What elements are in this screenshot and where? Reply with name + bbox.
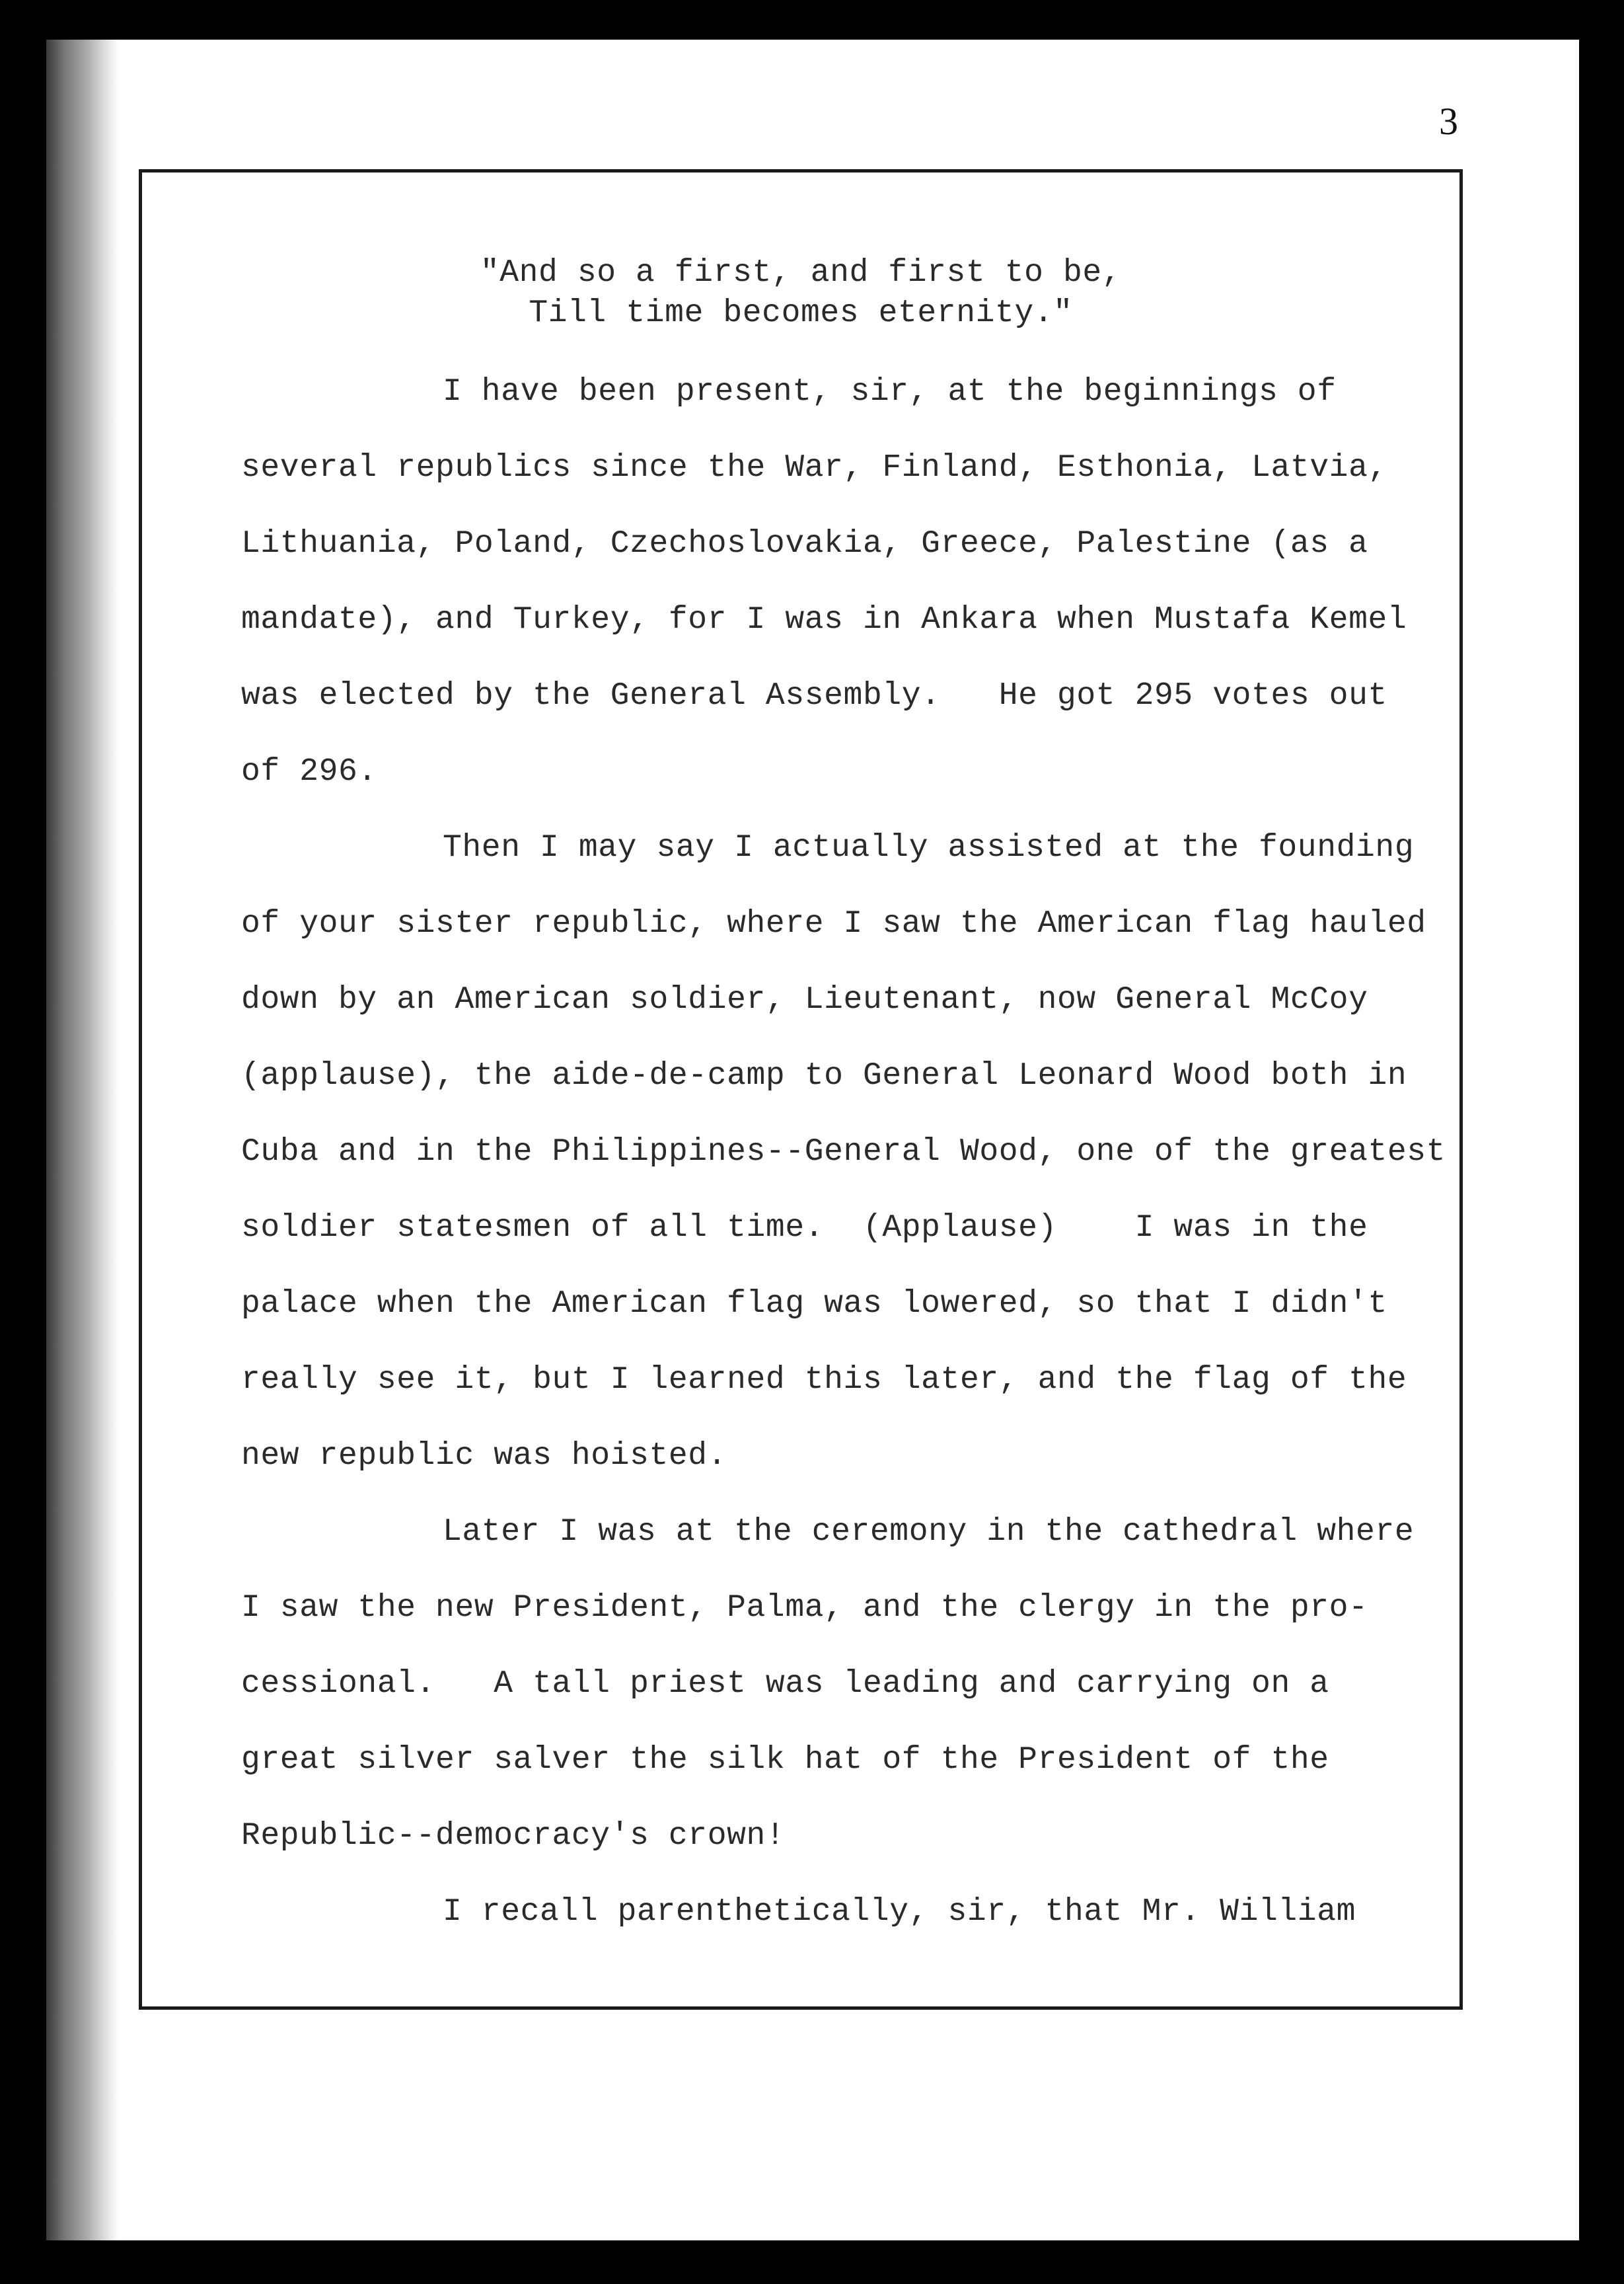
- page-number: 3: [1439, 100, 1458, 143]
- document-page: [46, 40, 1579, 2240]
- body-line: Lithuania, Poland, Czechoslovakia, Greece, Palestine (as a: [241, 526, 1368, 562]
- body-line: cessional. A tall priest was leading and carrying on a: [241, 1666, 1329, 1702]
- body-line: I recall parenthetically, sir, that Mr. William: [443, 1894, 1356, 1930]
- quote-line: "And so a first, and first to be,: [480, 255, 1122, 291]
- body-line: Then I may say I actually assisted at the founding: [443, 830, 1415, 866]
- body-line: palace when the American flag was lowered, so that I didn't: [241, 1286, 1387, 1322]
- body-line: really see it, but I learned this later, and the flag of the: [241, 1362, 1407, 1398]
- quote-line: Till time becomes eternity.": [529, 295, 1073, 331]
- body-line: soldier statesmen of all time. (Applause) I was in the: [241, 1210, 1368, 1246]
- body-line: Cuba and in the Philippines--General Wood, one of the greatest: [241, 1134, 1446, 1170]
- body-line: I have been present, sir, at the beginnings of: [443, 374, 1337, 410]
- body-line: mandate), and Turkey, for I was in Ankara when Mustafa Kemel: [241, 602, 1407, 638]
- body-line: was elected by the General Assembly. He got 295 votes out: [241, 678, 1387, 714]
- body-line: down by an American soldier, Lieutenant, now General McCoy: [241, 982, 1368, 1018]
- binding-shadow: [46, 40, 119, 2240]
- body-line: new republic was hoisted.: [241, 1438, 727, 1474]
- body-line: of 296.: [241, 754, 377, 790]
- body-line: several republics since the War, Finland, Esthonia, Latvia,: [241, 450, 1387, 486]
- body-line: Republic--democracy's crown!: [241, 1818, 786, 1854]
- body-line: Later I was at the ceremony in the cathedral where: [443, 1514, 1415, 1550]
- body-line: (applause), the aide-de-camp to General Leonard Wood both in: [241, 1058, 1407, 1094]
- text-frame: [139, 169, 1463, 2010]
- body-line: of your sister republic, where I saw the American flag hauled: [241, 906, 1426, 942]
- body-line: I saw the new President, Palma, and the clergy in the pro-: [241, 1590, 1368, 1626]
- body-line: great silver salver the silk hat of the President of the: [241, 1742, 1329, 1778]
